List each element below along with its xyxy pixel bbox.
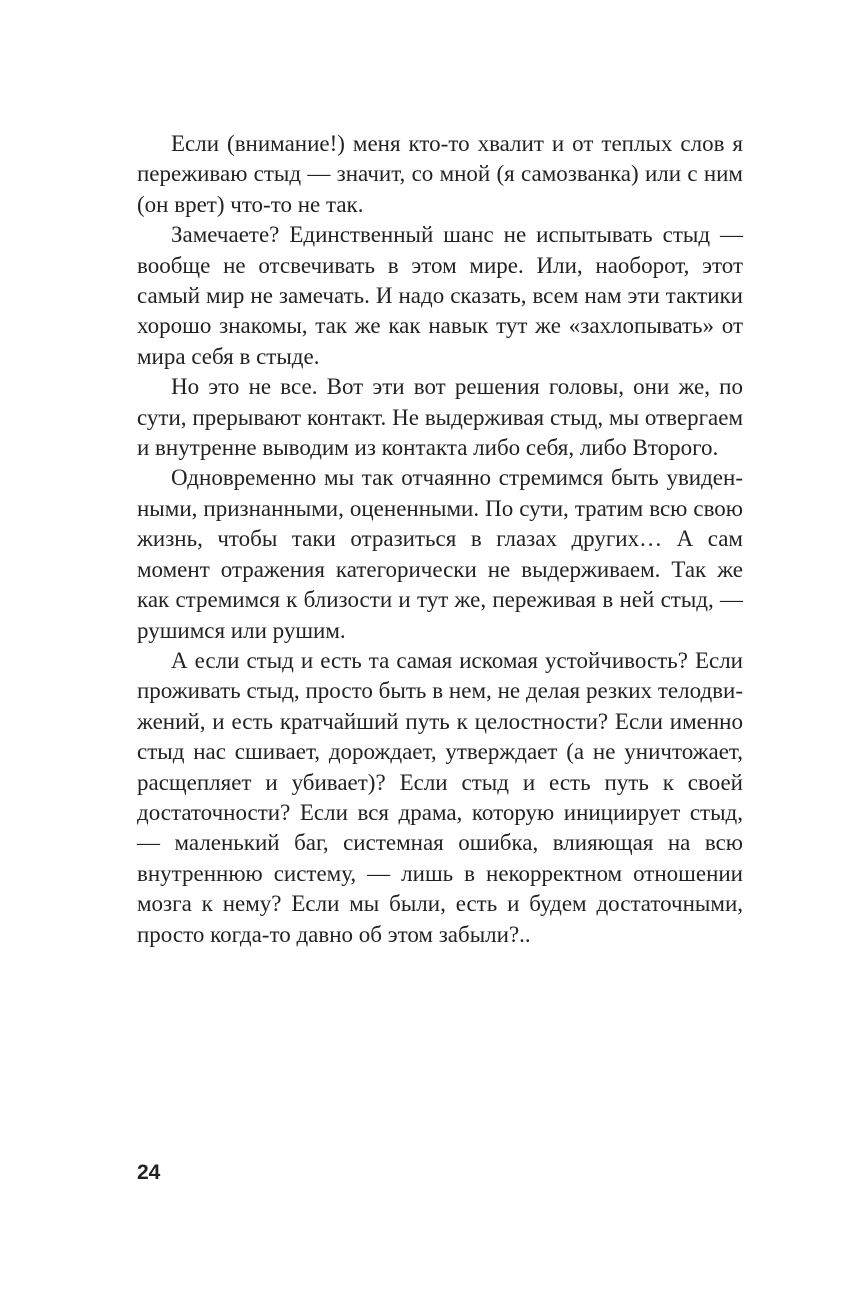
paragraph-3: Но это не все. Вот эти вот решения головы, они же, по сути, прерывают контакт. Не выдерживая стыд, мы отвергаем и внутренне выводим из контакта либо себя, либо Второго. bbox=[137, 374, 743, 461]
paragraph-1: Если (внимание!) меня кто-то хвалит и от теплых слов я переживаю стыд — значит, со мной (я самозванка) или с ним (он врет) что-то не так. bbox=[137, 131, 743, 217]
body-text bbox=[137, 129, 743, 950]
paragraph-4: Одновременно мы так отчаянно стремимся быть увиденными, признанными, оцененными. По сути, тратим всю свою жизнь, чтобы таки отразиться в глазах других… А сам момент отражения категорически не выдерживаем. Так же как стремимся к близости и тут же, переживая в ней стыд, — рушимся или рушим. bbox=[137, 465, 743, 643]
paragraph-5: А если стыд и есть та самая искомая устойчивость? Если проживать стыд, просто быть в нем, не делая резких телодвижений, и есть кратчайший путь к целостности? Если именно стыд нас сшивает, дорождает, утверждает (а не уничтожает, расщепляет и убивает)? Если стыд и есть путь к своей достаточности? Если вся драма, которую инициирует стыд, — маленький баг, системная ошибка, влияющая на всю внутреннюю систему, — лишь в некорректном отношении мозга к нему? Если мы были, есть и будем достаточными, просто когда-то давно об этом забыли?.. bbox=[137, 647, 743, 947]
page-number: 24 bbox=[137, 1161, 161, 1184]
paragraph-2: Замечаете? Единственный шанс не испытывать стыд — вообще не отсвечивать в этом мире. Или, наоборот, этот самый мир не замечать. И надо сказать, всем нам эти тактики хорошо знакомы, так же как навык тут же «захлопывать» от мира себя в стыде. bbox=[137, 222, 743, 369]
